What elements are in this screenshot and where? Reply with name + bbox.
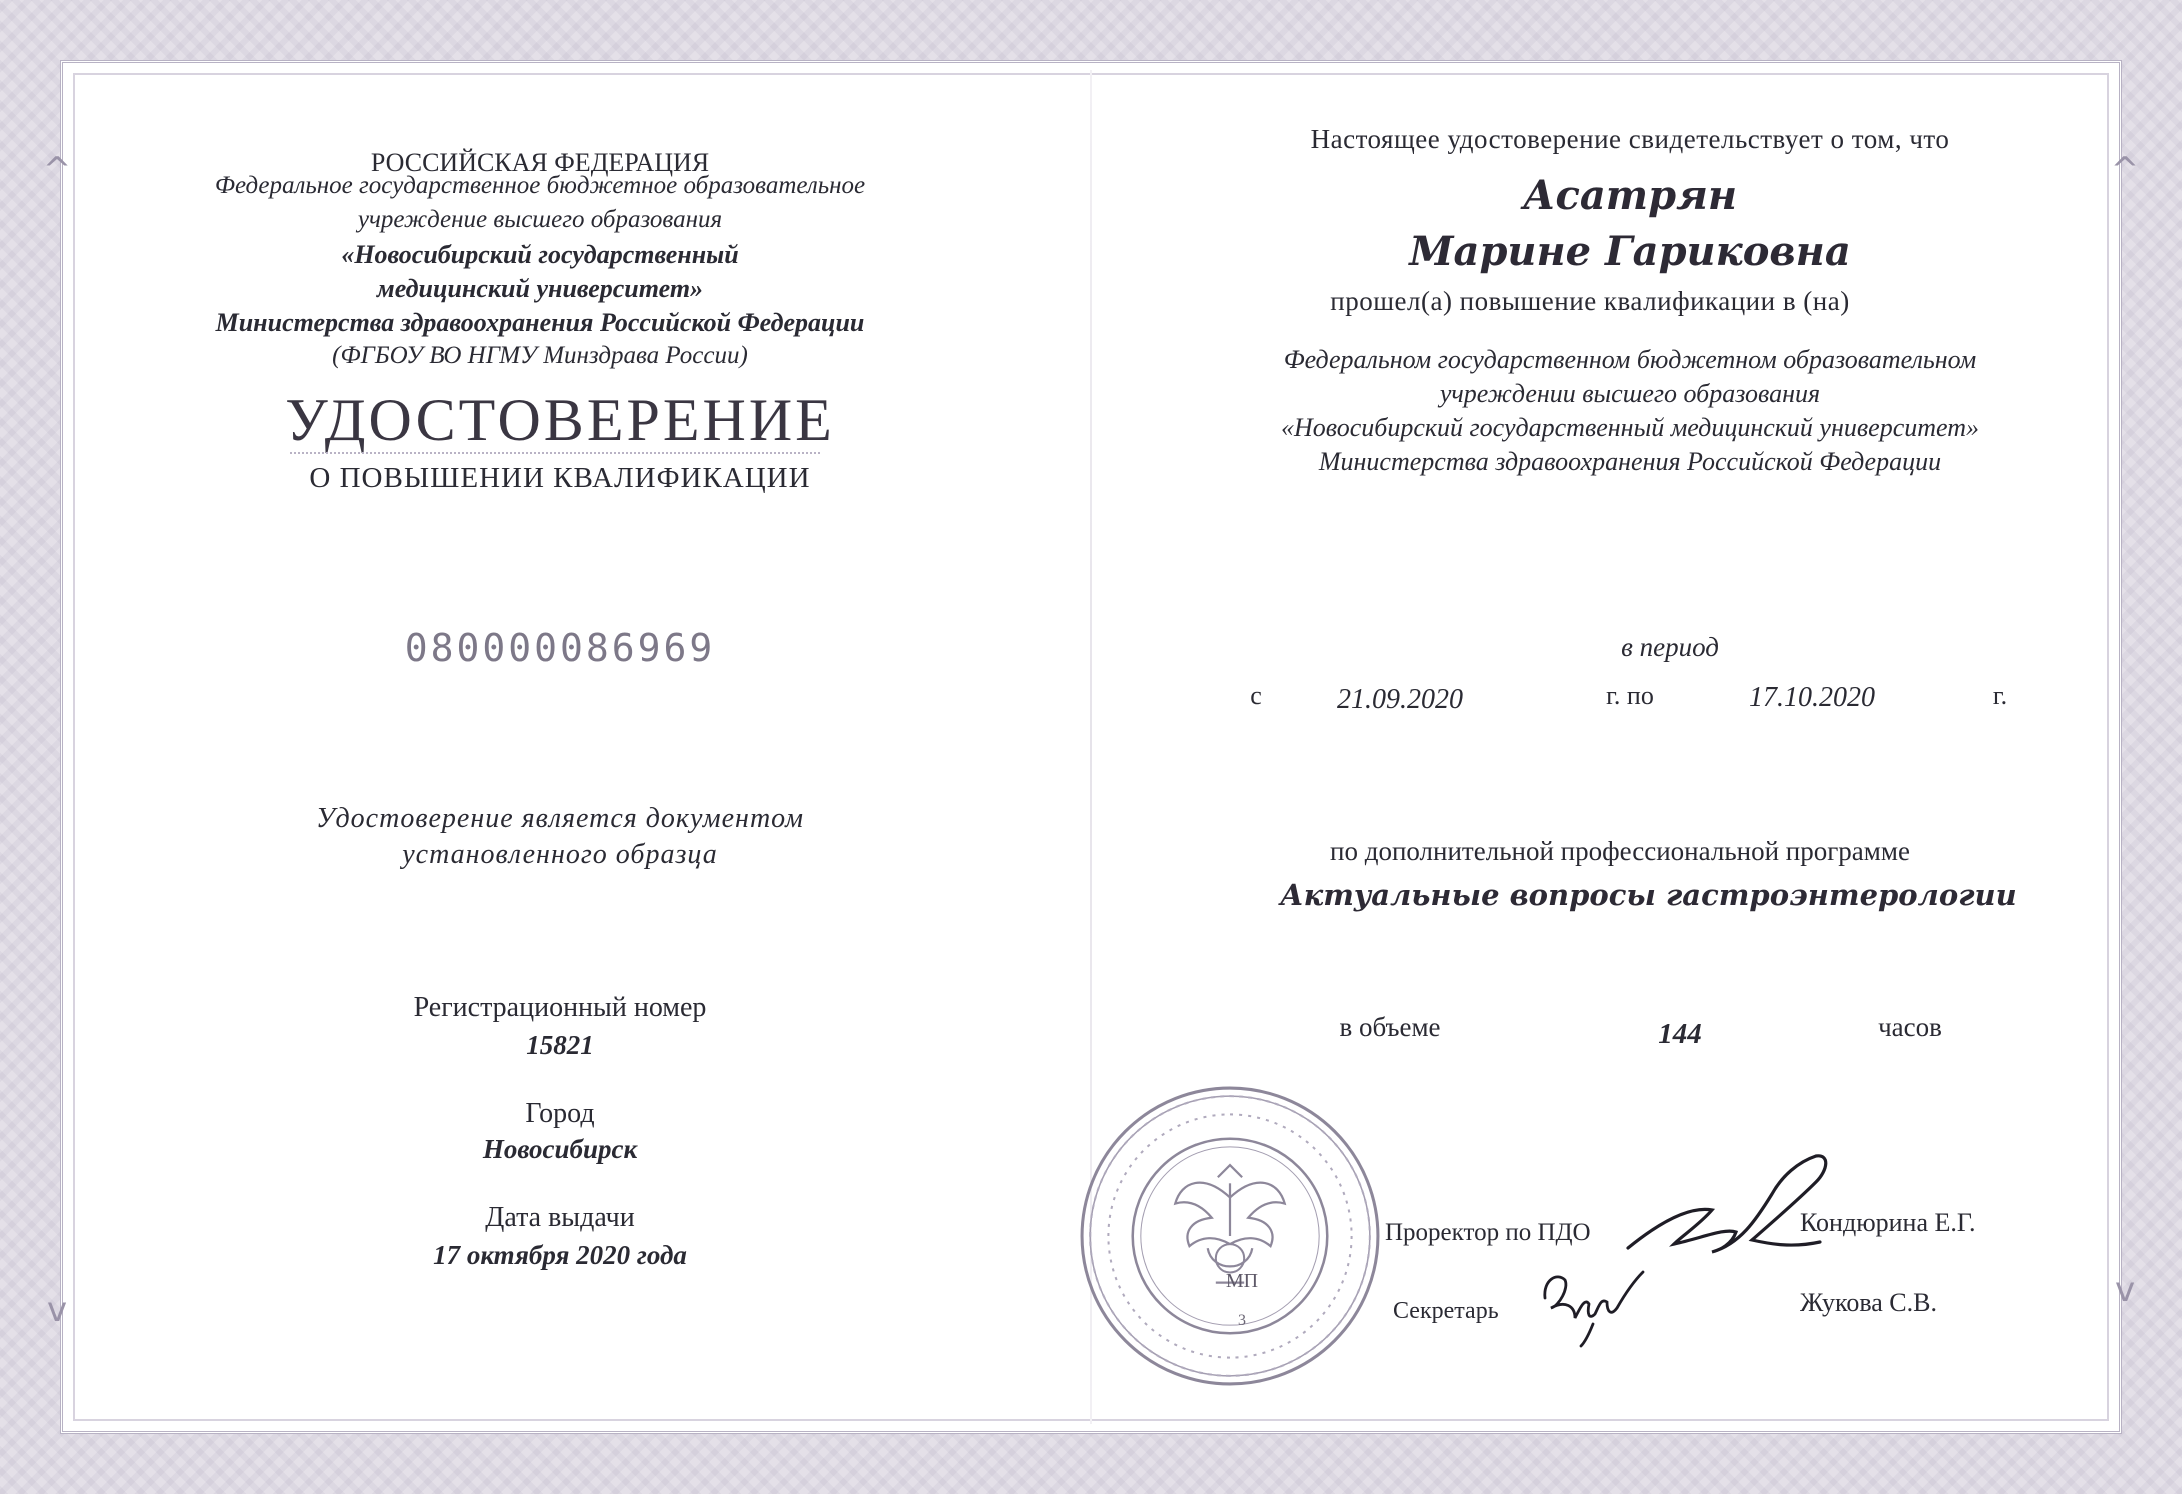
document-subtitle: О ПОВЫШЕНИИ КВАЛИФИКАЦИИ (309, 462, 811, 494)
passed-training-text: прошел(а) повышение квалификации в (на) (1330, 286, 1850, 316)
document-title: УДОСТОВЕРЕНИЕ (285, 387, 835, 453)
volume-unit: часов (1878, 1012, 1942, 1042)
city-label: Город (525, 1098, 595, 1129)
institution-line-3: «Новосибирский государственный медицинский университет» (1280, 413, 1979, 442)
status-line-1: Удостоверение является документом (316, 803, 804, 834)
signer-2-name: Жукова С.В. (1800, 1288, 1937, 1317)
signature-1-icon (1620, 1140, 1840, 1270)
volume-value: 144 (1658, 1018, 1702, 1050)
signer-2-role: Секретарь (1393, 1298, 1499, 1324)
holder-given-names: Марине Гариковна (1409, 228, 1851, 275)
institution-line-1: Федеральном государственном бюджетном образовательном (1283, 345, 1977, 374)
program-name: Актуальные вопросы гастроэнтерологии (1280, 878, 2017, 912)
org-line-2: учреждение высшего образования (357, 206, 723, 233)
from-date: 21.09.2020 (1337, 684, 1463, 715)
ornament-mark-left-top: ^ (42, 150, 72, 190)
holder-surname: Асатрян (1522, 172, 1738, 219)
to-date: 17.10.2020 (1749, 682, 1875, 713)
status-line-2: установленного образца (402, 839, 718, 870)
institution-line-2: учреждении высшего образования (1439, 379, 1821, 408)
official-seal-icon (1078, 1084, 1382, 1388)
org-line-5: Министерства здравоохранения Российской Федерации (215, 308, 865, 337)
title-underline (290, 452, 820, 456)
stamp-label: МП (1225, 1270, 1259, 1292)
ornament-mark-right-top: ^ (2110, 150, 2140, 190)
org-line-1: Федеральное государственное бюджетное образовательное (214, 172, 866, 199)
issue-date-label: Дата выдачи (485, 1202, 635, 1233)
issue-date-value: 17 октября 2020 года (433, 1240, 687, 1270)
volume-label: в объеме (1339, 1012, 1441, 1042)
org-line-4: медицинский университет» (376, 274, 704, 303)
serial-number: 080000086969 (404, 626, 716, 670)
country-label: РОССИЙСКАЯ ФЕДЕРАЦИЯ (370, 148, 710, 177)
stamp-number: 3 (1238, 1312, 1246, 1329)
registration-number: 15821 (526, 1030, 594, 1060)
intro-text: Настоящее удостоверение свидетельствует о том, что (1310, 124, 1950, 154)
period-label: в период (1621, 632, 1719, 662)
year-suffix: г. (1992, 681, 2008, 710)
signer-1-role: Проректор по ПДО (1385, 1219, 1591, 1246)
signer-1-name: Кондюрина Е.Г. (1800, 1208, 1976, 1237)
program-label: по дополнительной профессиональной программе (1330, 836, 1910, 866)
ornament-mark-right-bottom: v (2114, 1270, 2136, 1310)
org-line-3: «Новосибирский государственный (341, 240, 739, 269)
signature-2-icon (1535, 1258, 1655, 1348)
org-abbreviation: (ФГБОУ ВО НГМУ Минздрава России) (332, 342, 748, 369)
institution-line-4: Министерства здравоохранения Российской Федерации (1318, 447, 1942, 476)
city-value: Новосибирск (482, 1134, 638, 1164)
ornament-mark-left-bottom: v (46, 1290, 68, 1330)
to-label: г. по (1606, 681, 1654, 710)
from-label: с (1250, 681, 1262, 710)
registration-label: Регистрационный номер (413, 992, 707, 1023)
